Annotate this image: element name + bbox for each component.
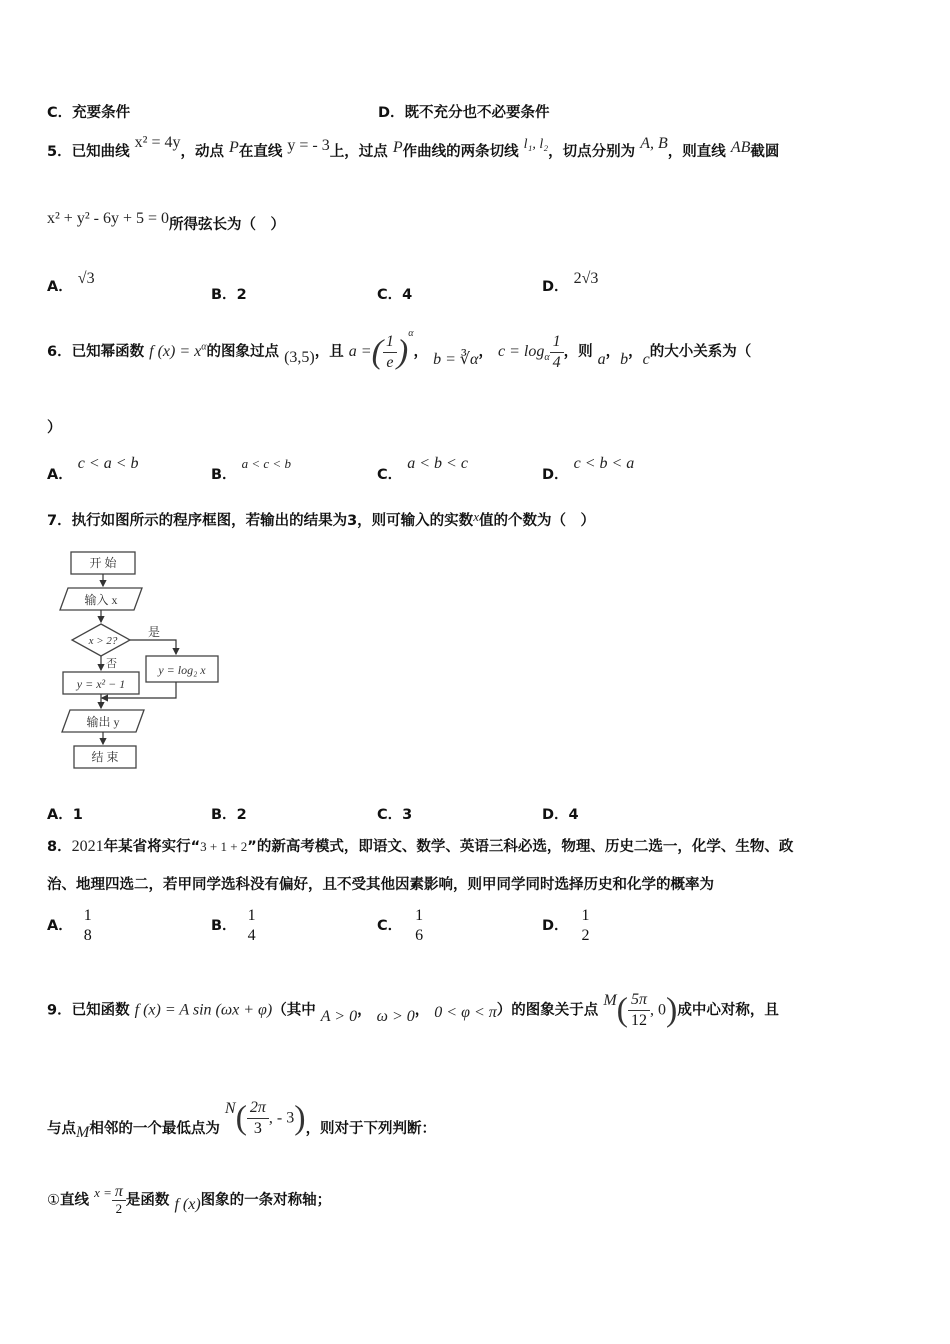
option-label: B． [211, 467, 237, 483]
q4-option-c: C．充要条件 [47, 105, 131, 121]
q9-point-m2: M [76, 1123, 90, 1141]
q9-text: 图象的一条对称轴； [200, 1192, 332, 1209]
q9-number: 9． [47, 1002, 72, 1019]
q5-curve: x² = 4y [134, 134, 181, 151]
numerator: π [112, 1184, 126, 1201]
q9-point-m: M [603, 991, 617, 1009]
q8-stem-line2: 治、地理四选二，若甲同学选科没有偏好，且不受其他因素影响，则甲同学同时选择历史和化学的概率为 [47, 877, 714, 893]
option-label: C． [377, 807, 403, 823]
option-value: 2√3 [573, 270, 599, 287]
q6-option-b [211, 452, 291, 483]
q6-option-d [542, 452, 635, 483]
option-value: 1 [72, 807, 83, 823]
fraction [247, 1098, 269, 1139]
option-label: A． [47, 467, 73, 483]
q5-text: 截圆 [750, 144, 780, 160]
q9-cond-omega: ω > 0 [376, 1007, 415, 1025]
q9-n-rest: , - 3 [268, 1109, 295, 1127]
option-label: A． [47, 279, 73, 295]
q8-text: 年某省将实行“ [103, 839, 201, 855]
q5-option-d [542, 270, 599, 296]
q6-text: ，则 [563, 344, 593, 361]
q7-text: 执行如图所示的程序框图，若输出的结果为3，则可输入的实数 [71, 513, 474, 529]
denominator: 2 [581, 927, 590, 944]
q8-option-a [47, 906, 95, 946]
q9-function: f (x) = A sin (ωx + φ) [134, 1001, 273, 1019]
right-paren: ) [396, 333, 409, 371]
q9-text: 已知函数 [71, 1002, 130, 1019]
denominator: 2 [115, 1201, 123, 1216]
option-label: D． [542, 918, 569, 934]
q9-text: 相邻的一个最低点为 [89, 1120, 220, 1137]
q5-text: 在直线 [238, 144, 283, 160]
q5-line-ab: AB [730, 139, 751, 156]
q6-text: ， [413, 344, 428, 361]
option-label: C． [377, 467, 403, 483]
q8-option-b [211, 906, 259, 946]
q6-c-def [498, 333, 564, 371]
q9-text: ）的图象关于点 [496, 1002, 599, 1019]
numerator: 1 [247, 907, 256, 924]
option-label: B． [211, 287, 237, 303]
q8-mode: 3 + 1 + 2 [200, 839, 248, 854]
q7-var-x: x [473, 509, 479, 524]
q5-point-p: P [229, 139, 239, 156]
right-paren: ) [294, 1099, 306, 1137]
q7-option-d [542, 803, 579, 824]
flow-no-box-label: y = x² − 1 [76, 677, 126, 691]
numerator: 1 [581, 907, 590, 924]
q6-option-c [377, 452, 468, 483]
q6-func: f (x) = x [149, 343, 202, 361]
numerator: 1 [383, 332, 397, 353]
q6-var-c: c [642, 351, 650, 369]
q5-number: 5． [47, 144, 72, 160]
option-label: B． [211, 918, 237, 934]
q8-option-c [377, 906, 426, 946]
flow-no-label: 否 [106, 658, 117, 670]
denominator: 8 [83, 927, 92, 944]
option-label: D． [542, 807, 569, 823]
option-value: 2 [236, 807, 247, 823]
fraction [112, 1184, 126, 1217]
flow-input-label: 输入 x [84, 593, 118, 607]
q8-text: ”的新高考模式，即语文、数学、英语三科必选，物理、历史二选一，化学、生物、政 [247, 839, 794, 855]
q5-points-ab: A, B [640, 135, 668, 152]
option-value: a < c < b [241, 456, 291, 471]
q6-point: (3,5) [284, 349, 315, 367]
q9-cond-a: A > 0 [320, 1007, 358, 1025]
q9-text: 直线 [60, 1192, 89, 1209]
numerator: 2π [247, 1098, 269, 1119]
q9-text: 是函数 [125, 1192, 170, 1209]
q7-text: 值的个数为（ ） [478, 513, 595, 529]
fraction [81, 906, 95, 946]
q6-b-def: b = ∛α [433, 351, 479, 369]
flow-yes-box-label: y = log₂ x [158, 663, 206, 677]
q5-line: y = - 3 [287, 137, 330, 154]
q9-item-mark: ① [47, 1192, 60, 1209]
q9-text: 与点 [47, 1120, 76, 1137]
denominator: e [386, 354, 394, 371]
q6-exponent: α [408, 327, 414, 339]
option-value: 4 [402, 287, 413, 303]
denominator: 4 [247, 927, 256, 944]
q7-option-c [377, 803, 412, 824]
fraction [245, 906, 259, 946]
q7-stem [47, 509, 595, 530]
q6-option-a [47, 452, 139, 483]
q6-text: ， [478, 344, 493, 361]
right-paren: ) [666, 991, 678, 1029]
denominator: 12 [630, 1012, 647, 1029]
option-label: D． [542, 467, 569, 483]
q5-text: 上，过点 [329, 144, 388, 160]
denominator: 6 [415, 927, 424, 944]
q5-option-a [47, 270, 95, 296]
option-value: a < b < c [407, 455, 468, 472]
q6-a-def [348, 327, 414, 371]
q5-option-b [211, 283, 247, 304]
option-label: B． [211, 807, 237, 823]
left-paren: ( [371, 333, 383, 371]
left-paren: ( [616, 991, 628, 1029]
option-value: 4 [568, 807, 579, 823]
option-label: C． [377, 918, 403, 934]
q6-a-eq: a = [348, 343, 372, 361]
q6-text: 的大小关系为（ [649, 344, 752, 361]
fraction [412, 906, 426, 946]
fraction [579, 906, 593, 946]
q5-stem-line1 [47, 134, 780, 161]
q5-text: 已知曲线 [71, 144, 130, 160]
q6-log-base: α [544, 352, 550, 364]
denominator: 3 [253, 1120, 262, 1137]
q7-flowchart [58, 548, 228, 774]
flow-start-label: 开 始 [89, 556, 117, 570]
q9-stem-line2 [47, 1098, 436, 1139]
option-label: A． [47, 918, 73, 934]
q9-sep: ， [357, 1002, 372, 1019]
q5-stem-line2 [47, 210, 285, 234]
q6-text: 的图象过点 [206, 344, 280, 361]
flow-output-label: 输出 y [86, 715, 120, 729]
q9-text: （其中 [272, 1002, 316, 1019]
numerator: 1 [550, 332, 564, 353]
q7-option-b [211, 803, 247, 824]
q4-option-d: D．既不充分也不必要条件 [378, 105, 550, 121]
left-paren: ( [235, 1099, 247, 1137]
q5-text: ，切点分别为 [548, 144, 636, 160]
q5-text: 所得弦长为（ ） [169, 217, 285, 233]
option-label: D． [542, 279, 569, 295]
q5-text: 作曲线的两条切线 [402, 144, 519, 160]
q6-text: ，且 [314, 344, 344, 361]
q6-c-eq: c = log [498, 343, 545, 361]
flow-decision-label: x > 2? [88, 635, 118, 647]
q9-text: 成中心对称，且 [677, 1002, 779, 1019]
flow-arrow-yes [130, 640, 176, 654]
q9-sep: ， [414, 1002, 430, 1019]
q8-stem-line1 [47, 835, 793, 856]
q6-number: 6． [47, 344, 72, 361]
q9-text: ，则对于下列判断： [305, 1120, 437, 1137]
q5-text: ，动点 [180, 144, 224, 160]
fraction [550, 332, 564, 373]
numerator: 5π [628, 990, 650, 1011]
q9-point-n: N [224, 1099, 236, 1117]
q6-var-b: b [620, 351, 629, 369]
option-value: c < a < b [77, 455, 139, 472]
q9-item1 [47, 1184, 331, 1217]
q6-stem-line1: 6．已知幂函数 f $(x) = x^\alpha$的图象过点 (3,5)，且 a =( $\frac{1}{e}$ )$^\alpha$， b = ∛α， $c = \log_\alpha$ $\frac{1}{4}$ ，则 a，b，c的大小关系为（ [47, 327, 752, 371]
q8-year: 2021 [71, 838, 104, 855]
fraction [383, 332, 397, 373]
fraction [628, 990, 650, 1031]
option-value: √3 [77, 270, 95, 287]
q5-tangents: l₁, l₂ [523, 137, 549, 152]
q6-var-a: a [597, 351, 606, 369]
q6-stem-line2: ） [47, 420, 62, 436]
q8-option-d [542, 906, 593, 946]
option-value: 2 [236, 287, 247, 303]
q9-item1-x: x = [94, 1184, 112, 1200]
option-label: A． [47, 807, 73, 823]
flow-yes-label: 是 [148, 625, 161, 639]
option-value: c < b < a [573, 455, 635, 472]
q5-option-c [377, 283, 412, 304]
q7-option-a [47, 803, 83, 824]
q6-power-function [149, 343, 206, 360]
q5-circle: x² + y² - 6y + 5 = 0 [47, 210, 169, 227]
q8-number: 8． [47, 839, 72, 855]
numerator: 1 [83, 907, 92, 924]
option-label: C． [377, 287, 403, 303]
q7-number: 7． [47, 513, 72, 529]
numerator: 1 [415, 907, 424, 924]
q5-point-p2: P [392, 139, 403, 156]
q9-cond-phi: 0 < φ < π [434, 1003, 497, 1021]
q9-m-rest: , 0 [650, 1001, 666, 1019]
q5-text: ，则直线 [667, 144, 726, 160]
q6-exponent: α [201, 341, 207, 353]
flow-end-label: 结 束 [91, 750, 119, 764]
q9-stem-line1 [47, 990, 779, 1031]
q9-item1-func: f (x) [174, 1195, 201, 1213]
q6-text: 已知幂函数 [71, 344, 145, 361]
denominator: 4 [552, 354, 561, 371]
option-value: 3 [402, 807, 413, 823]
